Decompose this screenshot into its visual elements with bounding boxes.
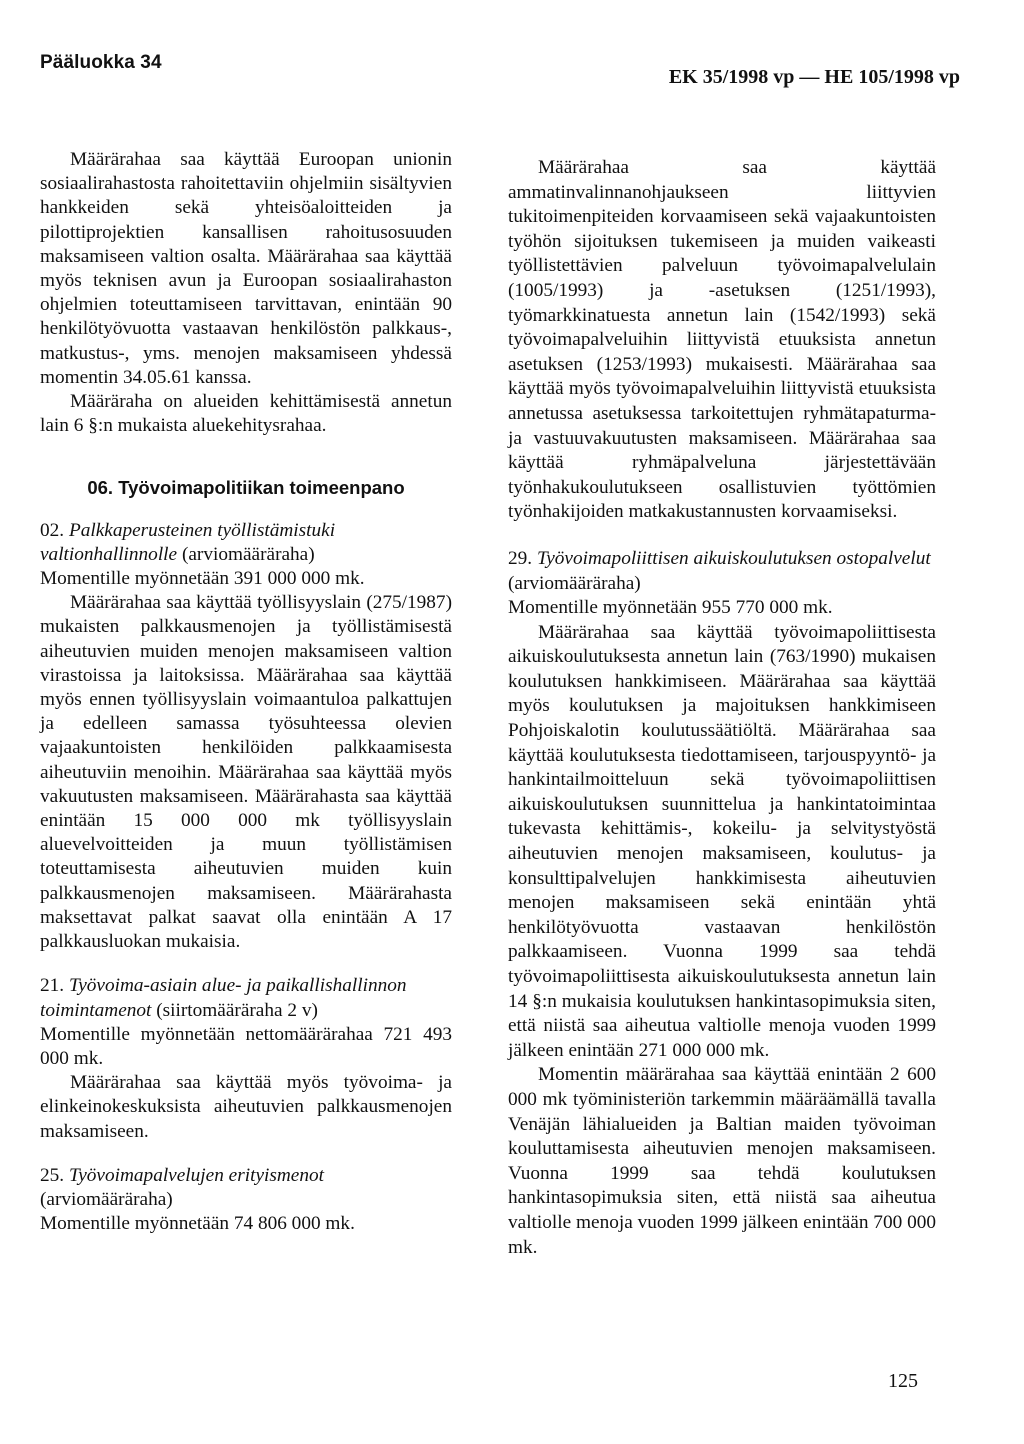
- budget-item-21: [40, 974, 452, 1143]
- item-amount: Momentille myönnetään 391 000 000 mk.: [40, 568, 365, 590]
- item-amount: Momentille myönnetään 74 806 000 mk.: [40, 1213, 355, 1235]
- item-type: (arviomääräraha): [40, 1188, 173, 1210]
- intro-paragraph: Määräraha on alueiden kehittämisestä annetun lain 6 §:n mukaista aluekehitysrahaa.: [40, 391, 452, 437]
- item-title: [508, 547, 936, 596]
- item-amount: Momentille myönnetään nettomäärärahaa 721 493 000 mk.: [40, 1023, 452, 1069]
- item-type: (arviomääräraha): [508, 572, 641, 594]
- left-column: [40, 148, 452, 1236]
- item-type: (arviomääräraha): [181, 543, 315, 565]
- right-column: [508, 156, 936, 1260]
- item-name: Työvoimapalvelujen erityismenot: [68, 1164, 324, 1186]
- budget-item-29: [508, 547, 936, 1260]
- item-name: Työvoimapoliittisen aikuiskoulutuksen ostopalvelut: [536, 547, 931, 569]
- item-title: [40, 1164, 452, 1212]
- item-number: 29.: [508, 547, 533, 569]
- item-number: 21.: [40, 975, 65, 997]
- item-number: 02.: [40, 519, 65, 541]
- chapter-header: Pääluokka 34: [40, 52, 162, 73]
- item-amount: Momentille myönnetään 955 770 000 mk.: [508, 597, 833, 619]
- item-title: [40, 519, 452, 567]
- item-text: Määrärahaa saa käyttää myös työvoima- ja elinkeinokeskuksista aiheutuvien palkkausmenojen maksamiseen.: [40, 1072, 452, 1142]
- item-name: Palkkaperusteinen työllistämistuki valtionhallinnolle: [40, 519, 336, 565]
- item-text: Momentin määrärahaa saa käyttää enintään 2 600 000 mk työministeriön tarkemmin määräämällä tavalla Venäjän lähialueiden ja Baltian maiden työvoiman kouluttamisesta aiheutuvien menojen maksamiseen. Vuonna 1999 saa tehdä koulutuksen hankintasopimuksia siten, että niistä saa aiheutua valtiolle menoja vuoden 1999 jälkeen enintään 700 000 mk.: [508, 1064, 936, 1258]
- item-name: Työvoima-asiain alue- ja paikallishallinnon toimintamenot: [40, 975, 407, 1021]
- item-title: [40, 974, 452, 1022]
- budget-item-02: [40, 519, 452, 955]
- intro-paragraph: Määrärahaa saa käyttää ammatinvalinnanohjaukseen liittyvien tukitoimenpiteiden korvaamiseen sekä vajaakuntoisten työhön sijoituksen tukemiseen ja muiden vaikeasti työllistettävien palveluun työvoimapalvelulain (1005/1993) ja -asetuksen (1251/1993), työmarkkinatuesta annetun lain (1542/1993) sekä työvoimapalveluihin liittyvistä etuuksista annetun asetuksen (1253/1993) mukaisesti. Määrärahaa saa käyttää myös työvoimapalveluihin liittyvistä etuuksista annetussa asetuksessa tarkoitettujen ryhmätapaturma- ja vastuuvakuutusten maksamiseen. Määrärahaa saa käyttää ryhmäpalveluna järjestettävään työnhakukoulutukseen osallistuvien työttömien työnhakijoiden matkakustannusten korvaamiseksi.: [508, 157, 936, 523]
- page-number: 125: [888, 1370, 918, 1392]
- budget-item-25: [40, 1164, 452, 1237]
- item-type: (siirtomääräraha 2 v): [156, 999, 318, 1021]
- item-text: Määrärahaa saa käyttää työvoimapoliittisesta aikuiskoulutuksesta annetun lain (763/1990) mukaisen koulutuksen hankkimiseen. Määrärahaa saa käyttää myös koulutuksen ja majoituksen hankkimiseen Pohjoiskalotin koulutussäätiöltä. Määrärahaa saa käyttää koulutuksesta tiedottamiseen, tarjouspyyntö- ja hankintailmoitteluun sekä työvoimapoliittisen aikuiskoulutuksen suunnittelua ja hankintatoimintaa tukevasta kehittämis-, kokeilu- ja selvitystyöstä aiheutuvien menojen maksamiseen, koulutus- ja konsulttipalvelujen hankkimisesta aiheutuvien menojen maksamiseen sekä enintään yhtä henkilötyövuotta vastaavan henkilöstön palkkaamiseen. Vuonna 1999 saa tehdä työvoimapoliittisesta aikuiskoulutuksesta annetun lain 14 §:n mukaisia koulutuksen hankintasopimuksia siten, että niistä saa aiheutua valtiolle menoja vuoden 1999 jälkeen enintään 271 000 000 mk.: [508, 621, 936, 1061]
- item-number: 25.: [40, 1164, 65, 1186]
- intro-paragraph: Määrärahaa saa käyttää Euroopan unionin sosiaalirahastosta rahoitettaviin ohjelmiin sisältyvien hankkeiden sekä yhteisöaloitteiden ja pilottiprojektien kansallisen rahoitusosuuden maksamiseen valtion osalta. Määrärahaa saa käyttää myös teknisen avun ja Euroopan sosiaalirahaston ohjelmien toteuttamiseen tarvittavan, enintään 90 henkilötyövuotta vastaavan henkilöstön palkkaus-, matkustus-, yms. menojen maksamiseen yhdessä momentin 34.05.61 kanssa.: [40, 149, 452, 388]
- document-reference: EK 35/1998 vp — HE 105/1998 vp: [668, 66, 960, 88]
- item-text: Määrärahaa saa käyttää työllisyyslain (275/1987) mukaisten palkkausmenojen ja työllistämisestä aiheutuvien muiden menojen maksamiseen valtion virastoissa ja laitoksissa. Määrärahaa saa käyttää myös ennen työllisyyslain voimaantuloa palkattujen ja edelleen samassa työsuhteessa olevien vajaakuntoisten henkilöiden palkkaamisesta aiheutuviin menoihin. Määrärahaa saa käyttää myös vakuutusten maksamiseen. Määrärahasta saa käyttää enintään 15 000 000 mk työllisyyslain aluevelvoitteiden ja muun työllistämisen toteuttamisesta aiheutuvien muiden kuin palkkausmenojen maksamiseen. Määrärahasta maksettavat palkat saavat olla enintään A 17 palkkausluokan mukaisia.: [40, 592, 452, 953]
- section-heading: 06. Työvoimapolitiikan toimeenpano: [87, 477, 405, 499]
